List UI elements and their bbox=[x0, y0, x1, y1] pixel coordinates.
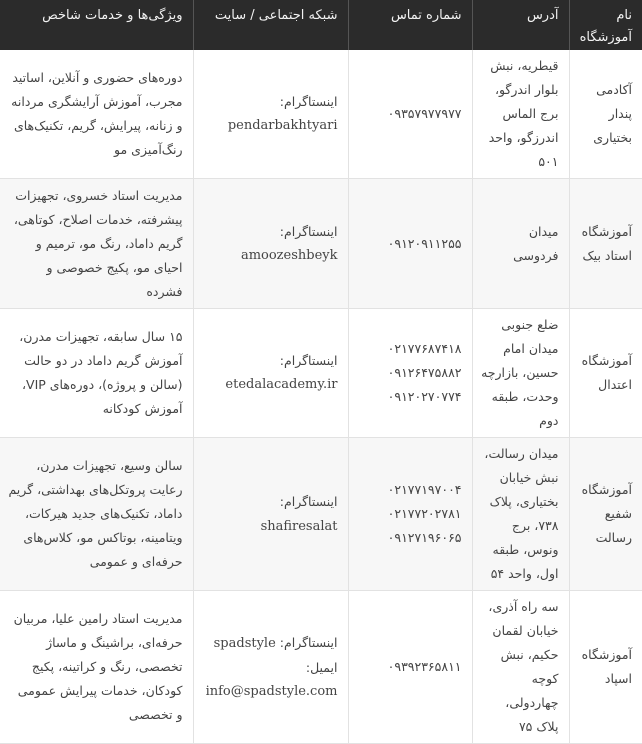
cell-name: آموزشگاه اسپاد bbox=[569, 591, 642, 744]
cell-phone bbox=[348, 179, 472, 309]
table-row bbox=[0, 309, 642, 438]
cell-name: آکادمی پندار بختیاری bbox=[569, 50, 642, 179]
cell-address: قیطریه، نبش بلوار اندرگو، برج الماس اندرزگو، واحد ۵۰۱ bbox=[472, 50, 569, 179]
cell-features: ۱۵ سال سابقه، تجهیزات مدرن، آموزش گریم داماد در دو حالت (سالن و پروژه)، دوره‌های VIP، آموزش کودکانه bbox=[0, 309, 193, 438]
cell-social bbox=[193, 50, 348, 179]
cell-address: ضلع جنوبی میدان امام حسین، بازارچه وحدت، طبقه دوم bbox=[472, 309, 569, 438]
phone-number[interactable]: ۰۲۱۷۷۲۰۲۷۸۱ bbox=[387, 506, 462, 521]
cell-social bbox=[193, 309, 348, 438]
instagram-handle[interactable]: spadstyle bbox=[213, 635, 276, 651]
header-social: شبکه اجتماعی / سایت bbox=[193, 0, 348, 50]
cell-features: مدیریت استاد رامین علیا، مربیان حرفه‌ای، براشینگ و ماساژ تخصصی، رنگ و کراتینه، پکیج کودکان، خدمات پیرایش عمومی و تخصصی bbox=[0, 591, 193, 744]
cell-phone bbox=[348, 50, 472, 179]
phone-number[interactable]: ۰۹۱۲۰۹۱۱۲۵۵ bbox=[387, 235, 462, 251]
instagram-handle[interactable]: etedalacademy.ir bbox=[225, 377, 338, 392]
header-phone: شماره تماس bbox=[348, 0, 472, 50]
phone-number[interactable]: ۰۹۳۵۷۹۷۷۹۷۷ bbox=[387, 106, 462, 121]
cell-name: آموزشگاه اعتدال bbox=[569, 309, 642, 438]
instagram-handle[interactable]: pendarbakhtyari bbox=[227, 118, 338, 133]
social-label: اینستاگرام: bbox=[279, 493, 338, 509]
header-address: آدرس bbox=[472, 0, 569, 50]
email-link[interactable]: info@spadstyle.com bbox=[205, 683, 338, 699]
email-label: ایمیل: bbox=[305, 659, 338, 675]
table-row bbox=[0, 591, 642, 744]
table-row bbox=[0, 179, 642, 309]
cell-name: آموزشگاه استاد بیک bbox=[569, 179, 642, 309]
cell-address: میدان فردوسی bbox=[472, 179, 569, 309]
cell-phone bbox=[348, 591, 472, 744]
phone-number[interactable]: ۰۹۱۲۷۱۹۶۰۶۵ bbox=[387, 530, 462, 545]
instagram-handle[interactable]: amoozeshbeyk bbox=[240, 247, 338, 263]
instagram-handle[interactable]: shafiresalat bbox=[260, 518, 338, 534]
cell-phone bbox=[348, 309, 472, 438]
social-label: اینستاگرام: bbox=[279, 223, 338, 239]
phone-number[interactable]: ۰۲۱۷۷۶۸۷۴۱۸ bbox=[387, 341, 462, 356]
table-row bbox=[0, 438, 642, 591]
phone-number[interactable]: ۰۹۳۹۲۳۶۵۸۱۱ bbox=[387, 659, 462, 674]
cell-address: میدان رسالت، نبش خیابان بختیاری، پلاک ۷۳۸، برج ونوس، طبقه اول، واحد ۵۴ bbox=[472, 438, 569, 591]
phone-number[interactable]: ۰۹۱۲۶۴۷۵۸۸۲ bbox=[387, 365, 462, 380]
social-label: اینستاگرام: bbox=[279, 634, 338, 650]
cell-social bbox=[193, 438, 348, 591]
phone-number[interactable]: ۰۹۱۲۰۲۷۰۷۷۴ bbox=[387, 389, 462, 404]
table-header-row bbox=[0, 0, 642, 50]
social-label: اینستاگرام: bbox=[279, 94, 338, 109]
social-label: اینستاگرام: bbox=[279, 353, 338, 368]
phone-number[interactable]: ۰۲۱۷۷۱۹۷۰۰۴ bbox=[387, 482, 462, 497]
cell-social bbox=[193, 591, 348, 744]
cell-features: مدیریت استاد خسروی، تجهیزات پیشرفته، خدمات اصلاح، کوتاهی، گریم داماد، رنگ مو، ترمیم و احیای مو، پکیج خصوصی و فشرده bbox=[0, 179, 193, 309]
header-name: نام آموزشگاه bbox=[569, 0, 642, 50]
header-features: ویژگی‌ها و خدمات شاخص bbox=[0, 0, 193, 50]
cell-phone bbox=[348, 438, 472, 591]
cell-features: سالن وسیع، تجهیزات مدرن، رعایت پروتکل‌های بهداشتی، گریم داماد، تکنیک‌های جدید هیرکات، ویتامینه، بوتاکس مو، کلاس‌های حرفه‌ای و عمومی bbox=[0, 438, 193, 591]
cell-address: سه راه آذری، خیابان لقمان حکیم، نبش کوچه چهاردولی، پلاک ۷۵ bbox=[472, 591, 569, 744]
cell-social bbox=[193, 179, 348, 309]
cell-name: آموزشگاه شفیع رسالت bbox=[569, 438, 642, 591]
table-row bbox=[0, 50, 642, 179]
cell-features: دوره‌های حضوری و آنلاین، اساتید مجرب، آموزش آرایشگری مردانه و زنانه، پیرایش، گریم، تکنیک‌های رنگ‌آمیزی مو bbox=[0, 50, 193, 179]
